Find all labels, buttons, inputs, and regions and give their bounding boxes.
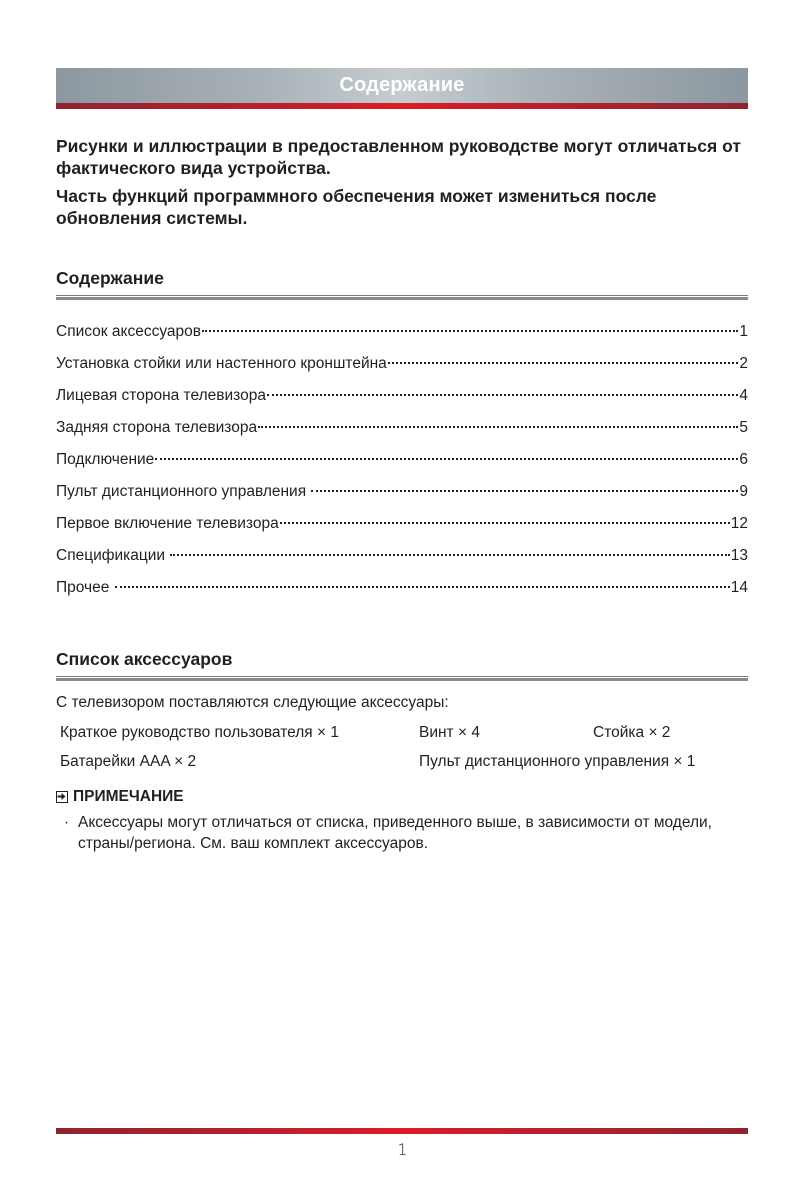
- disclaimer-line-software: Часть функций программного обеспечения может измениться после обновления системы.: [56, 186, 657, 228]
- toc-leader-dots: [155, 458, 738, 460]
- toc-item-label: Установка стойки или настенного кронштейна: [56, 355, 387, 372]
- toc-item-label: Список аксессуаров: [56, 323, 201, 340]
- toc-leader-dots: [267, 394, 738, 396]
- note-bullet: ·: [64, 814, 70, 831]
- accessories-heading: Список аксессуаров: [56, 649, 233, 669]
- toc-leader-dots: [115, 586, 730, 588]
- toc-item-stand-install[interactable]: [56, 348, 748, 380]
- header-red-stripe: [56, 103, 748, 109]
- toc-item-page: 14: [730, 579, 748, 596]
- toc-item-connection[interactable]: [56, 444, 748, 476]
- toc-item-page: 2: [739, 355, 748, 372]
- note-item: [64, 812, 744, 854]
- toc-item-page: 12: [730, 515, 748, 532]
- toc-item-accessories[interactable]: [56, 316, 748, 348]
- page-number: 1: [397, 1140, 408, 1159]
- toc-item-label: Пульт дистанционного управления: [56, 483, 311, 500]
- disclaimer-line-illustrations: Рисунки и иллюстрации в предоставленном руководстве могут отличаться от фактического вида устройства.: [56, 136, 741, 178]
- toc-item-page: 9: [739, 483, 748, 500]
- toc-item-label: Прочее: [56, 579, 114, 596]
- toc-item-first-power-on[interactable]: [56, 508, 748, 540]
- toc-leader-dots: [258, 426, 738, 428]
- note-heading-label: ПРИМЕЧАНИЕ: [73, 788, 184, 805]
- toc-item-page: 1: [739, 323, 748, 340]
- accessories-intro: С телевизором поставляются следующие аксессуары:: [56, 694, 449, 711]
- toc-heading-rule: [56, 295, 748, 300]
- toc-item-page: 5: [739, 419, 748, 436]
- accessory-batteries: Батарейки AAA × 2: [60, 753, 197, 770]
- note-text: Аксессуары могут отличаться от списка, приведенного выше, в зависимости от модели, страны/региона. См. ваш комплект аксессуаров.: [78, 814, 712, 852]
- toc-item-rear-panel[interactable]: [56, 412, 748, 444]
- arrow-right-box-icon: [56, 791, 68, 803]
- toc-leader-dots: [170, 554, 729, 556]
- toc-item-label: Задняя сторона телевизора: [56, 419, 258, 436]
- toc-item-specifications[interactable]: [56, 540, 748, 572]
- toc-item-page: 4: [739, 387, 748, 404]
- accessory-stand: Стойка × 2: [593, 724, 671, 741]
- toc-item-other[interactable]: [56, 572, 748, 604]
- toc-item-label: Первое включение телевизора: [56, 515, 279, 532]
- disclaimer: [56, 135, 756, 235]
- note-heading: [56, 788, 184, 806]
- accessory-remote: Пульт дистанционного управления × 1: [419, 753, 696, 770]
- toc-item-label: Подключение: [56, 451, 155, 468]
- accessory-screws: Винт × 4: [419, 724, 480, 741]
- header-grey-band: [56, 68, 748, 103]
- toc-item-page: 13: [730, 547, 748, 564]
- toc-item-front-panel[interactable]: [56, 380, 748, 412]
- table-of-contents: [56, 316, 748, 604]
- toc-item-label: Спецификации: [56, 547, 170, 564]
- toc-leader-dots: [280, 522, 730, 524]
- accessory-quick-guide: Краткое руководство пользователя × 1: [60, 724, 339, 741]
- accessories-heading-rule: [56, 676, 748, 681]
- toc-item-label: Лицевая сторона телевизора: [56, 387, 266, 404]
- page-title: Содержание: [339, 74, 465, 96]
- footer-red-stripe: [56, 1128, 748, 1134]
- toc-leader-dots: [388, 362, 739, 364]
- toc-leader-dots: [202, 330, 738, 332]
- toc-item-page: 6: [739, 451, 748, 468]
- toc-leader-dots: [311, 490, 738, 492]
- page-header-banner: [56, 68, 748, 109]
- toc-item-remote-control[interactable]: [56, 476, 748, 508]
- toc-heading: Содержание: [56, 268, 164, 288]
